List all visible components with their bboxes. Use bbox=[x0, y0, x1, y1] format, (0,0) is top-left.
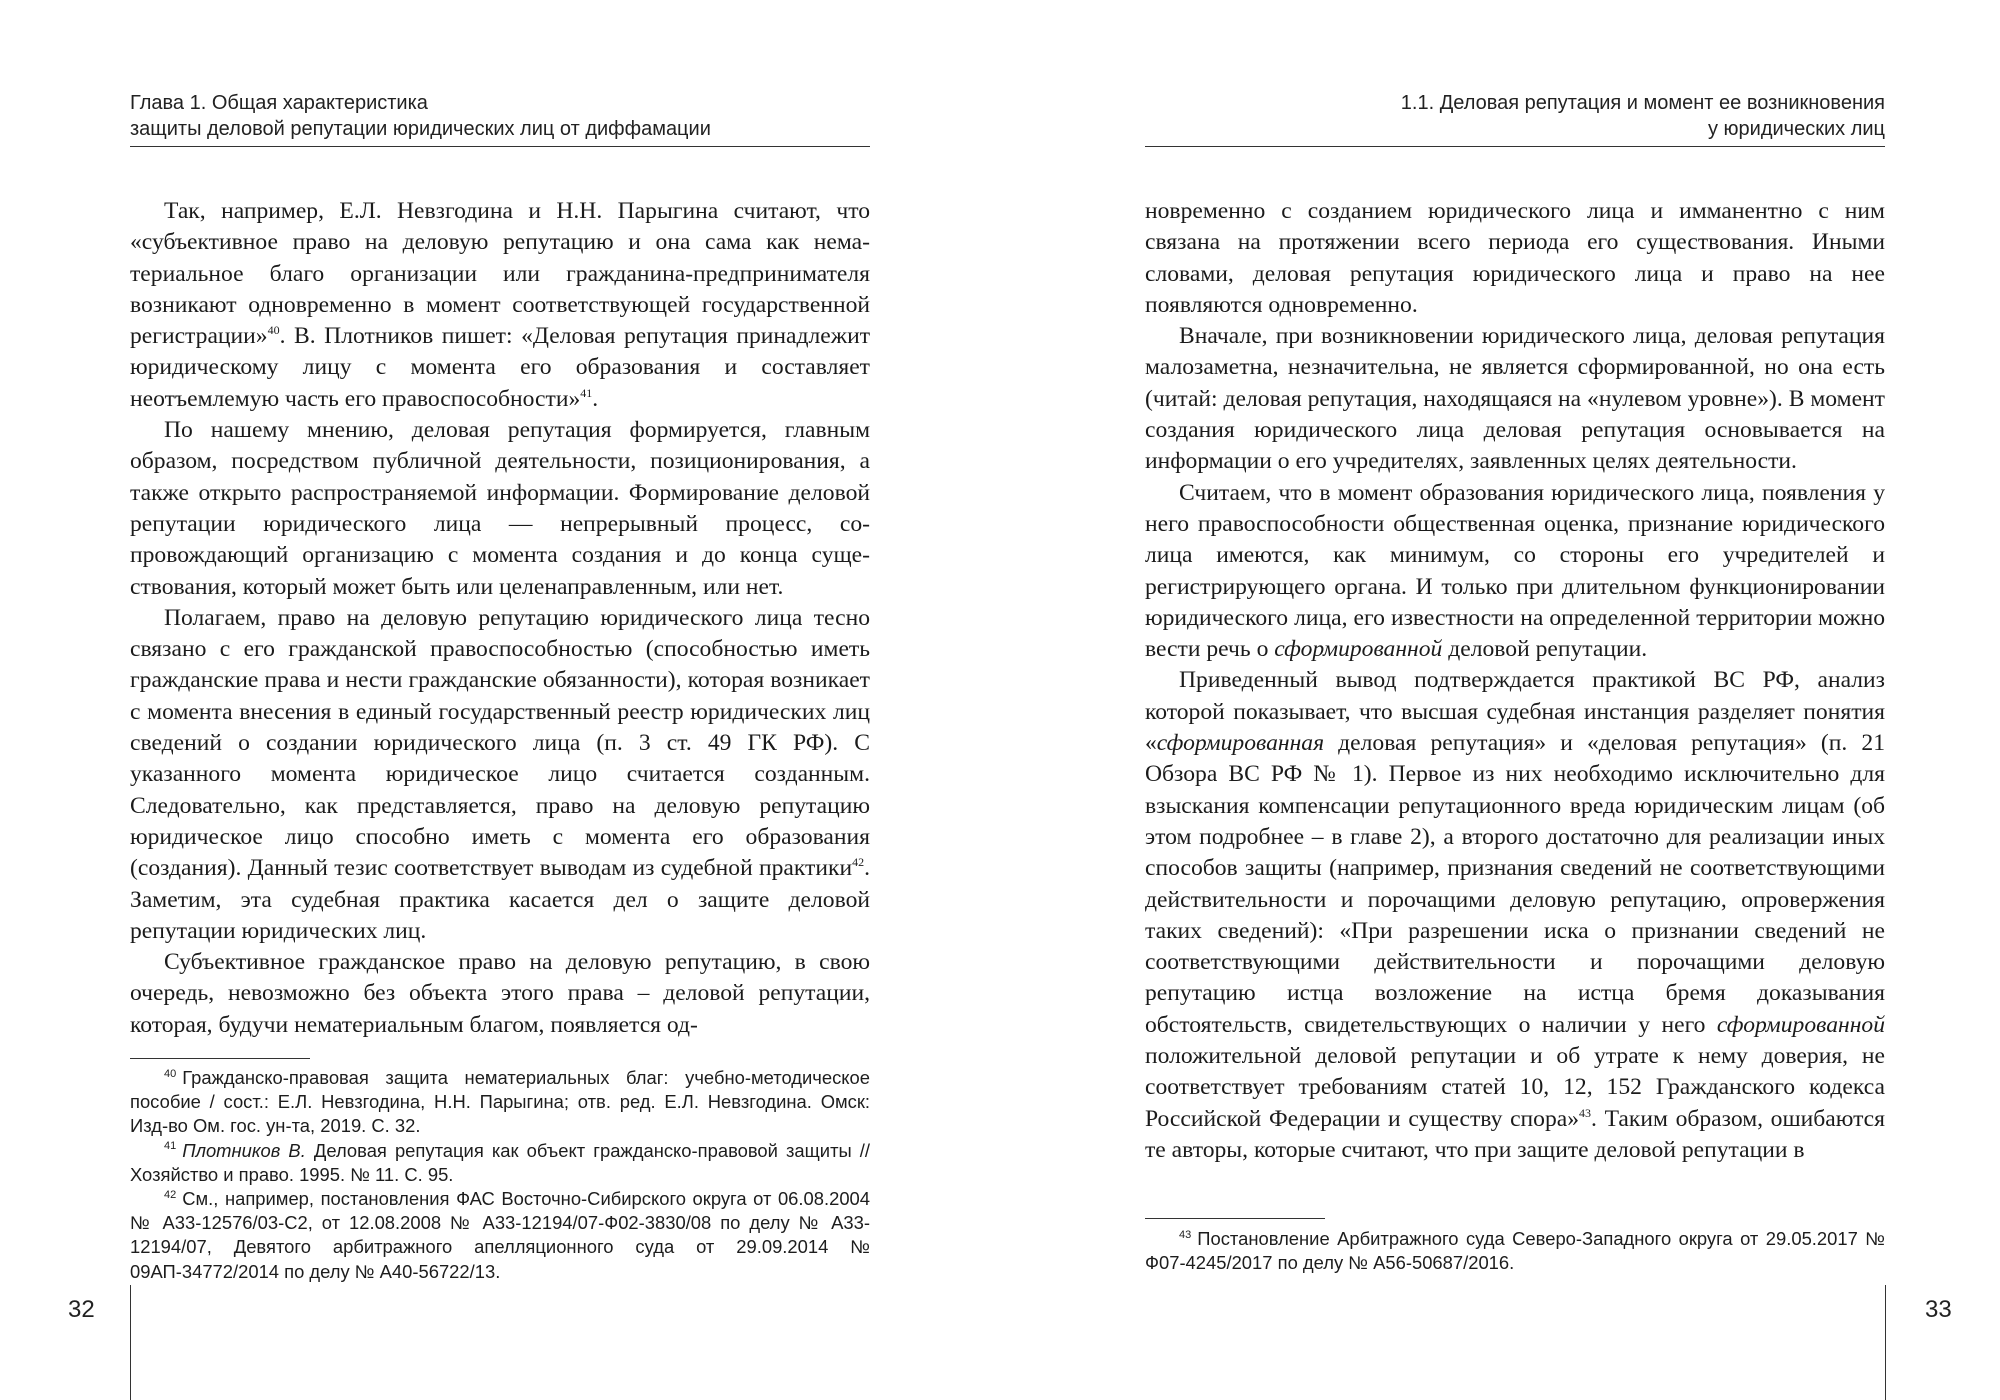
body-text bbox=[130, 196, 870, 1041]
footnote-text: Постановление Арбитражного суда Северо-Западного округа от 29.05.2017 № Ф07-4245/2017 по делу № А56-50687/2016. bbox=[1145, 1228, 1885, 1274]
paragraph-text: . bbox=[592, 385, 599, 412]
footnote-number: 42 bbox=[164, 1188, 177, 1201]
footnote-ref[interactable]: 43 bbox=[1579, 1105, 1592, 1120]
paragraph-text: . Заметим, эта судебная практика касается дел о защите деловой репутации юридических лиц. bbox=[130, 855, 870, 944]
footnote-number: 41 bbox=[164, 1140, 177, 1153]
running-head-line: у юридических лиц bbox=[1707, 118, 1885, 140]
paragraph-text: деловая репутация» и «деловая репутация» (п. 21 Обзора ВС РФ № 1). Первое из них необходимо исключительно для взыскания компенсации репутационного вреда юридическим лицам (об этом подробнее – в главе 2), а второго достаточно для реализации иных способов защиты (например, признания сведений не соответствующими действительности и порочащими деловую репутацию, опровержения таких сведений): «При разрешении иска о признании сведений не соответствующими действительности и порочащими деловую репутацию истца возложение на истца бремя доказывания обстоятельств, свидетельствующих о наличии у него bbox=[1145, 730, 1885, 1038]
footnote bbox=[130, 1066, 870, 1139]
footnote-text: См., например, постановления ФАС Восточно-Сибирского округа от 06.08.2004 № А33-12576/03-С2, от 12.08.2008 № А33-12194/07-Ф02-3830/08 по делу № А33-12194/07, Девятого арбитражного апелляционного суда от 29.09.2014 № 09АП-34772/2014 по делу № А40-56722/13. bbox=[130, 1188, 870, 1282]
body-text bbox=[1145, 196, 1885, 1166]
paragraph-text: Считаем, что в момент образования юридического лица, появления у него правоспособности общественная оценка, признание юридического лица имеются, как минимум, со стороны его учредителей и регистрирующего органа. И только при длительном функционировании юридического лица, его известности на определенной территории можно вести речь о bbox=[1145, 479, 1885, 663]
footnotes bbox=[1145, 1227, 1885, 1275]
right-page bbox=[1145, 0, 1952, 1400]
page-margin-line bbox=[1885, 1285, 1886, 1400]
page-number: 33 bbox=[1925, 1296, 1952, 1323]
footnote-text: Деловая репутация как объект гражданско-правовой защиты // Хозяйство и право. 1995. № 11. С. 95. bbox=[130, 1139, 871, 1185]
footnote-ref[interactable]: 40 bbox=[267, 323, 280, 338]
paragraph bbox=[1145, 478, 1885, 666]
footnote-number: 40 bbox=[164, 1067, 177, 1080]
footnote bbox=[130, 1187, 870, 1284]
running-head-line: Глава 1. Общая характеристика bbox=[130, 92, 428, 114]
paragraph: По нашему мнению, деловая репутация формируется, главным образом, посредством публичной деятельности, позиционирования, а также открыто распространяемой информации. Формирование деловой репутации юридического лица — непрерывный процесс, сопровождающий организацию с момента создания и до конца существования, который может быть или целенаправленным, или нет. bbox=[130, 417, 870, 600]
footnote bbox=[1145, 1227, 1885, 1275]
footnote bbox=[130, 1139, 870, 1187]
running-head bbox=[130, 90, 870, 147]
paragraph-text: деловой репутации. bbox=[1442, 636, 1648, 663]
footnote-separator bbox=[1145, 1218, 1325, 1219]
footnote-number: 43 bbox=[1179, 1228, 1192, 1241]
paragraph-text: Так, например, Е.Л. Невзгодина и Н.Н. Парыгина считают, что «субъективное право на деловую репутацию и она сама как нематериальное благо организации или гражданина-предпринимателя возникают одновременно в момент соответствующей государственной регистрации» bbox=[130, 198, 870, 350]
footnote-text: Гражданско-правовая защита нематериальных благ: учебно-методическое пособие / сост.: Е.Л. Невзгодина, Н.Н. Парыгина; отв. ред. Е.Л. Невзгодина. Омск: Изд-во Ом. гос. ун-та, 2019. С. 32. bbox=[130, 1067, 870, 1137]
footnote-ref[interactable]: 42 bbox=[852, 855, 865, 870]
paragraph: Субъективное гражданское право на деловую репутацию, в свою очередь, невозможно без объекта этого права – деловой репутации, которая, будучи нематериальным благом, появляется од- bbox=[130, 949, 870, 1038]
emphasis: сформированной bbox=[1274, 636, 1443, 663]
paragraph-text: Приведенный вывод подтверждается практикой ВС РФ, анализ которой показывает, что высшая судебная инстанция разделяет понятия « bbox=[1145, 667, 1885, 757]
page-number: 32 bbox=[68, 1296, 95, 1323]
running-head-line: 1.1. Деловая репутация и момент ее возникновения bbox=[1400, 92, 1885, 114]
paragraph-text: . В. Плотников пишет: «Деловая репутация принадлежит юридическому лицу с момента его образования и составляет неотъемлемую часть его правоспособности» bbox=[130, 323, 870, 412]
emphasis: сформированной bbox=[1716, 1011, 1885, 1038]
paragraph bbox=[130, 603, 870, 947]
paragraph bbox=[1145, 665, 1885, 1166]
footnote-author: Плотников В. bbox=[182, 1139, 306, 1161]
page-margin-line bbox=[130, 1285, 131, 1400]
paragraph bbox=[130, 196, 870, 415]
footnote-ref[interactable]: 41 bbox=[580, 385, 593, 400]
running-head bbox=[1145, 90, 1885, 147]
footnotes bbox=[130, 1066, 870, 1284]
left-page bbox=[68, 0, 871, 1400]
paragraph: Вначале, при возникновении юридического лица, деловая репутация малозаметна, незначительна, не является сформированной, но она есть (читай: деловая репутация, находящаяся на «нулевом уровне»). В момент создания юридического лица деловая репутация основывается на информации о его учредителях, заявленных целях деятельности. bbox=[1145, 323, 1885, 475]
footnote-separator bbox=[130, 1058, 310, 1059]
paragraph-text: . Таким образом, ошибаются те авторы, которые считают, что при защите деловой репутации в bbox=[1145, 1105, 1885, 1163]
paragraph-text: Полагаем, право на деловую репутацию юридического лица тесно связано с его гражданской правоспособностью (способностью иметь гражданские права и нести гражданские обязанности), которая возникает с момента внесения в единый государственный реестр юридических лиц сведений о создании юридического лица (п. 3 ст. 49 ГК РФ). С указанного момента юридическое лицо считается созданным. Следовательно, как представляется, право на деловую репутацию юридическое лицо способно иметь с момента его образования (создания). Данный тезис соответствует выводам из судебной практики bbox=[130, 604, 870, 882]
emphasis: сформированная bbox=[1156, 730, 1325, 757]
running-head-line: защиты деловой репутации юридических лиц от диффамации bbox=[130, 118, 711, 140]
paragraph-text: положительной деловой репутации и об утрате к нему доверия, не соответствует требованиям статей 10, 12, 152 Гражданского кодекса Российской Федерации и существу спора» bbox=[1145, 1043, 1885, 1132]
paragraph: новременно с созданием юридического лица и имманентно с ним связана на протяжении всего периода его существования. Иными словами, деловая репутация юридического лица и право на нее появляются одновременно. bbox=[1145, 198, 1885, 318]
